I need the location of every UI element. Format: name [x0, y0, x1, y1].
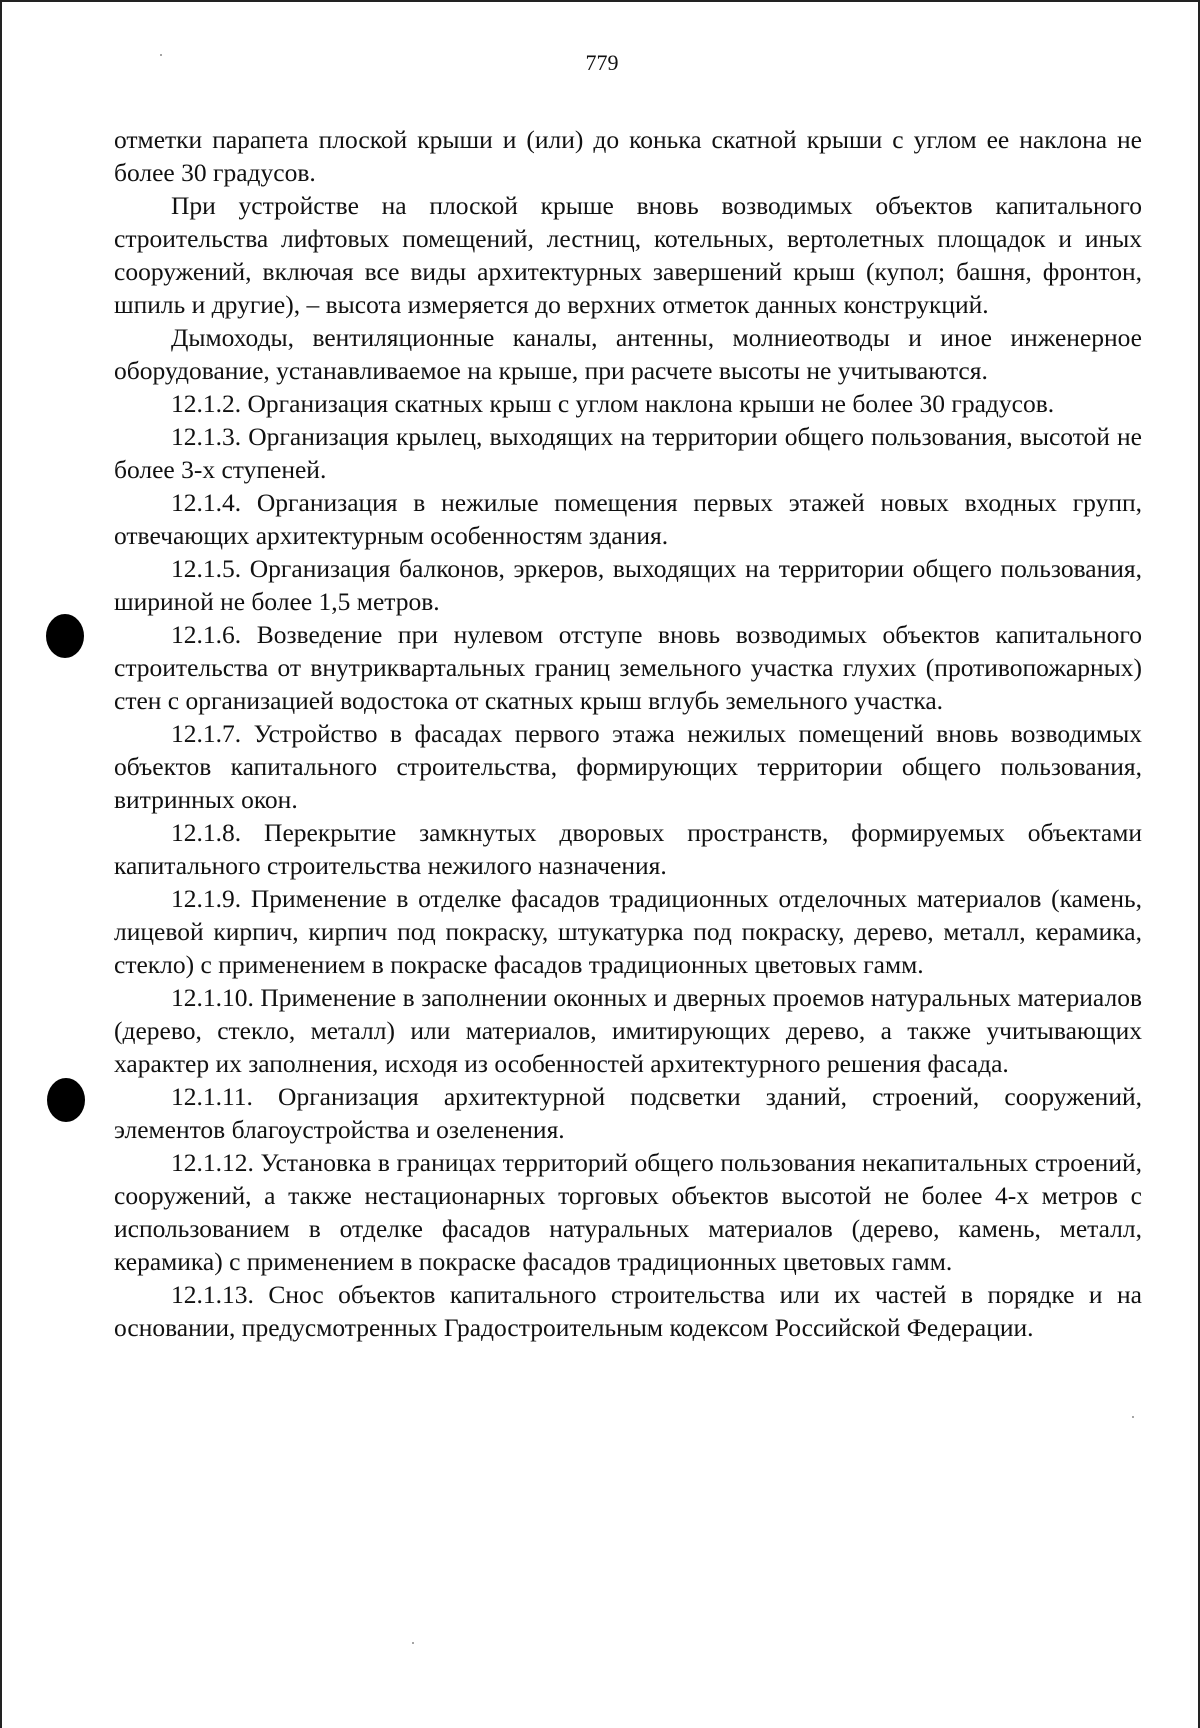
punch-hole-mark [47, 1078, 85, 1122]
document-body [114, 123, 1142, 1344]
section-item-12-1-2: 12.1.2. Организация скатных крыш с углом наклона крыши не более 30 градусов. [171, 389, 1055, 418]
section-item-12-1-11: 12.1.11. Организация архитектурной подсветки зданий, строений, сооружений, элементов благоустройства и озеленения. [114, 1082, 1142, 1144]
section-item-12-1-10: 12.1.10. Применение в заполнении оконных и дверных проемов натуральных материалов (дерево, стекло, металл) или материалов, имитирующих дерево, а также учитывающих характер их заполнения, исходя из особенностей архитектурного решения фасада. [114, 983, 1142, 1078]
scan-speck [160, 54, 162, 56]
scan-speck [412, 1642, 414, 1644]
section-item-12-1-6: 12.1.6. Возведение при нулевом отступе вновь возводимых объектов капитального строительства от внутриквартальных границ земельного участка глухих (противопожарных) стен с организацией водостока от скатных крыш вглубь земельного участка. [114, 620, 1142, 715]
section-item-12-1-8: 12.1.8. Перекрытие замкнутых дворовых пространств, формируемых объектами капитального строительства нежилого назначения. [114, 818, 1142, 880]
section-item-12-1-3: 12.1.3. Организация крылец, выходящих на территории общего пользования, высотой не более 3-х ступеней. [114, 422, 1142, 484]
punch-hole-mark [46, 614, 84, 658]
section-item-12-1-9: 12.1.9. Применение в отделке фасадов традиционных отделочных материалов (камень, лицевой кирпич, кирпич под покраску, штукатурка под покраску, дерево, металл, керамика, стекло) с применением в покраске фасадов традиционных цветовых гамм. [114, 884, 1142, 979]
section-item-12-1-13: 12.1.13. Снос объектов капитального строительства или их частей в порядке и на основании, предусмотренных Градостроительным кодексом Российской Федерации. [114, 1280, 1142, 1342]
paragraph: Дымоходы, вентиляционные каналы, антенны, молниеотводы и иное инженерное оборудование, устанавливаемое на крыше, при расчете высоты не учитываются. [114, 323, 1142, 385]
section-item-12-1-7: 12.1.7. Устройство в фасадах первого этажа нежилых помещений вновь возводимых объектов капитального строительства, формирующих территории общего пользования, витринных окон. [114, 719, 1142, 814]
section-item-12-1-12: 12.1.12. Установка в границах территорий общего пользования некапитальных строений, сооружений, а также нестационарных торговых объектов высотой не более 4-х метров с использованием в отделке фасадов натуральных материалов (дерево, камень, металл, керамика) с применением в покраске фасадов традиционных цветовых гамм. [114, 1148, 1142, 1276]
page-number: 779 [585, 50, 619, 75]
paragraph: При устройстве на плоской крыше вновь возводимых объектов капитального строительства лифтовых помещений, лестниц, котельных, вертолетных площадок и иных сооружений, включая все виды архитектурных завершений крыш (купол; башня, фронтон, шпиль и другие), – высота измеряется до верхних отметок данных конструкций. [114, 191, 1142, 319]
paragraph: отметки парапета плоской крыши и (или) до конька скатной крыши с углом ее наклона не более 30 градусов. [114, 125, 1142, 187]
section-item-12-1-5: 12.1.5. Организация балконов, эркеров, выходящих на территории общего пользования, шириной не более 1,5 метров. [114, 554, 1142, 616]
section-item-12-1-4: 12.1.4. Организация в нежилые помещения первых этажей новых входных групп, отвечающих архитектурным особенностям здания. [114, 488, 1142, 550]
scan-speck [1132, 1416, 1134, 1418]
